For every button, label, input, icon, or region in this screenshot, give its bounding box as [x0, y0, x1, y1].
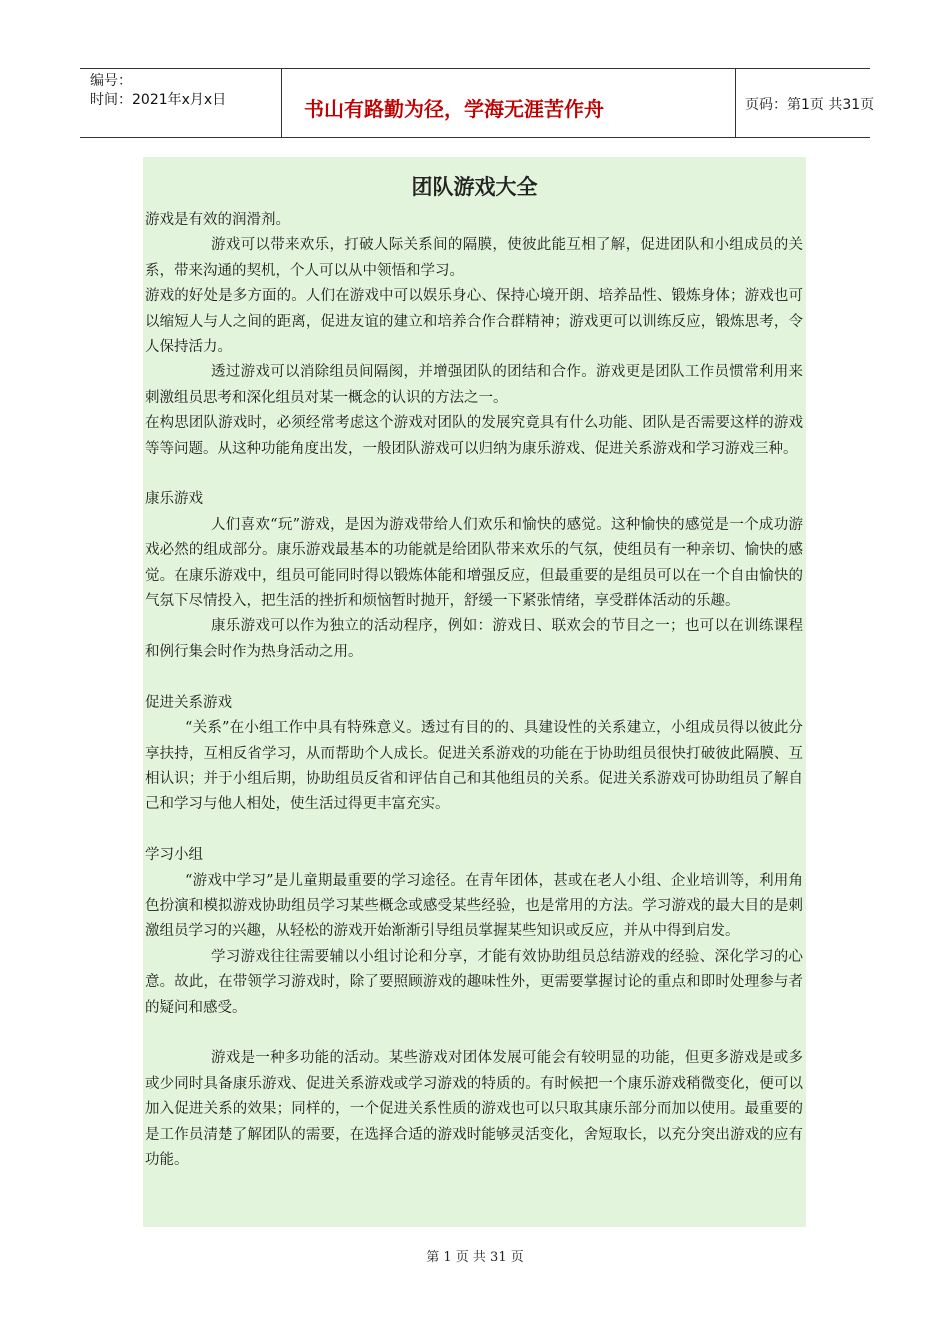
document-body [145, 208, 803, 1173]
blank-line [145, 665, 803, 690]
header-page-code: 页码：第1页 共31页 [745, 97, 875, 113]
page-header [80, 68, 875, 138]
header-page-cell [735, 69, 875, 137]
page-footer: 第 1 页 共 31 页 [426, 1250, 524, 1265]
section-heading: 学习小组 [145, 847, 203, 864]
paragraph: 游戏是有效的润滑剂。 [145, 212, 290, 228]
paragraph: “关系”在小组工作中具有特殊意义。透过有目的的、具建设性的关系建立，小组成员得以彼此分享扶持，互相反省学习，从而帮助个人成长。促进关系游戏的功能在于协助组员很快打破彼此隔膜、互相认识；并于小组后期，协助组员反省和评估自己和其他组员的关系。促进关系游戏可协助组员了解自己和学习与他人相处，使生活过得更丰富充实。 [145, 720, 803, 813]
paragraph: 学习游戏往往需要辅以小组讨论和分享，才能有效协助组员总结游戏的经验、深化学习的心意。故此，在带领学习游戏时，除了要照顾游戏的趣味性外，更需要掌握讨论的重点和即时处理参与者的疑问和感受。 [145, 948, 803, 1016]
header-meta [80, 69, 280, 137]
paragraph: 康乐游戏可以作为独立的活动程序，例如：游戏日、联欢会的节目之一；也可以在训练课程和例行集会时作为热身活动之用。 [145, 618, 803, 660]
paragraph: “游戏中学习”是儿童期最重要的学习途径。在青年团体，甚或在老人小组、企业培训等，利用角色扮演和模拟游戏协助组员学习某些概念或感受某些经验，也是常用的方法。学习游戏的最大目的是刺激组员学习的兴趣，从轻松的游戏开始渐渐引导组员掌握某些知识或反应，并从中得到启发。 [145, 872, 803, 940]
header-motto: 书山有路勤为径，学海无涯苦作舟 [304, 97, 604, 121]
document-content [143, 157, 806, 1227]
document-date: 时间：2021年x月x日 [90, 92, 227, 108]
paragraph: 游戏是一种多功能的活动。某些游戏对团体发展可能会有较明显的功能，但更多游戏是或多或少同时具备康乐游戏、促进关系游戏或学习游戏的特质的。有时候把一个康乐游戏稍微变化，便可以加入促进关系的效果；同样的，一个促进关系性质的游戏也可以只取其康乐部分而加以使用。最重要的是工作员清楚了解团队的需要，在选择合适的游戏时能够灵活变化，舍短取长，以充分突出游戏的应有功能。 [145, 1050, 803, 1168]
section-heading: 康乐游戏 [145, 491, 203, 508]
paragraph: 透过游戏可以消除组员间隔阂，并增强团队的团结和合作。游戏更是团队工作员惯常利用来刺激组员思考和深化组员对某一概念的认识的方法之一。 [145, 364, 803, 406]
paragraph: 人们喜欢“玩”游戏，是因为游戏带给人们欢乐和愉快的感觉。这种愉快的感觉是一个成功游戏必然的组成部分。康乐游戏最基本的功能就是给团队带来欢乐的气氛，使组员有一种亲切、愉快的感觉。在康乐游戏中，组员可能同时得以锻炼体能和增强反应，但最重要的是组员可以在一个自由愉快的气氛下尽情投入，把生活的挫折和烦恼暂时抛开，舒缓一下紧张情绪，享受群体活动的乐趣。 [145, 516, 803, 610]
paragraph: 在构思团队游戏时，必须经常考虑这个游戏对团队的发展究竟具有什么功能、团队是否需要这样的游戏等等问题。从这种功能角度出发，一般团队游戏可以归纳为康乐游戏、促进关系游戏和学习游戏三种。 [145, 415, 803, 457]
document-number-label: 编号： [90, 73, 132, 89]
blank-line [145, 462, 803, 487]
header-motto-cell [281, 69, 736, 137]
section-heading: 促进关系游戏 [145, 694, 232, 711]
blank-line [145, 818, 803, 843]
blank-line [145, 1021, 803, 1046]
paragraph: 游戏可以带来欢乐，打破人际关系间的隔膜，使彼此能互相了解，促进团队和小组成员的关系，带来沟通的契机，个人可以从中领悟和学习。 [145, 237, 803, 279]
paragraph: 游戏的好处是多方面的。人们在游戏中可以娱乐身心、保持心境开朗、培养品性、锻炼身体；游戏也可以缩短人与人之间的距离，促进友谊的建立和培养合作合群精神；游戏更可以训练反应，锻炼思考，令人保持活力。 [145, 288, 803, 356]
document-title: 团队游戏大全 [411, 175, 538, 199]
